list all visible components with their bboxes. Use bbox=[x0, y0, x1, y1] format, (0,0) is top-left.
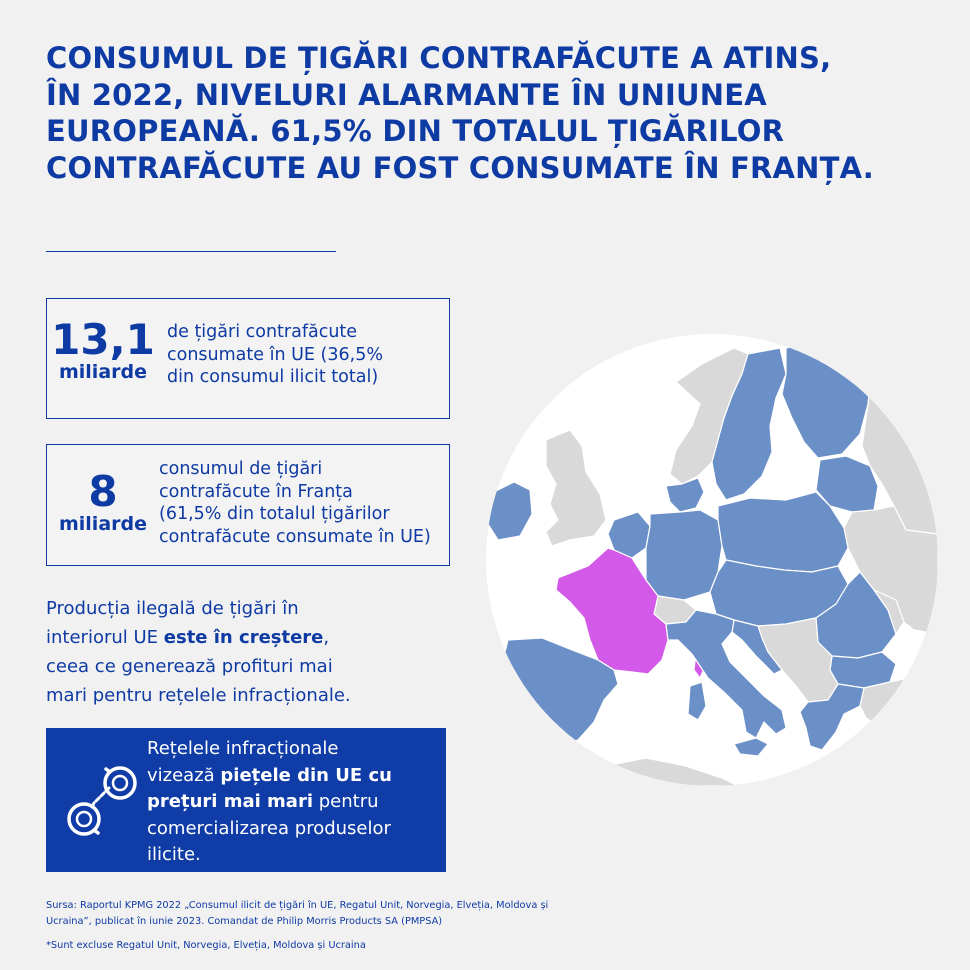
stat-number: 13,1 bbox=[51, 315, 155, 364]
stat-description-line: (61,5% din totalul țigărilor bbox=[159, 504, 390, 524]
title-line-2: ÎN 2022, NIVELURI ALARMANTE ÎN UNIUNEA bbox=[46, 77, 767, 112]
paragraph-line bbox=[46, 627, 329, 648]
title-line-1: CONSUMUL DE ȚIGĂRI CONTRAFĂCUTE A ATINS, bbox=[46, 41, 832, 75]
stat-description-line: contrafăcute în Franța bbox=[159, 481, 353, 502]
stat-figure bbox=[51, 315, 155, 383]
production-paragraph bbox=[46, 594, 426, 710]
stat-description-line: consumul de țigări bbox=[159, 459, 323, 479]
source-footnote: Sursa: Raportul KPMG 2022 „Consumul ilicit de țigări în UE, Regatul Unit, Norvegia, Elveția, Moldova și Ucraina”, publicat în iunie 2023. Comandat de Philip Morris Products SA (PMPSA) bbox=[46, 900, 549, 927]
callout-line: Rețelele infracționale bbox=[147, 738, 339, 759]
poland-shape bbox=[718, 492, 848, 572]
stat-description bbox=[167, 321, 383, 389]
paragraph-line: ceea ce generează profituri mai bbox=[46, 656, 333, 677]
stat-description-line: consumate în UE (36,5% bbox=[167, 344, 383, 365]
callout-line: comercializarea produselor bbox=[147, 817, 391, 839]
paragraph-emphasis: este în creștere bbox=[163, 627, 324, 648]
stat-description-line: contrafăcute consumate în UE) bbox=[159, 526, 431, 547]
page-title bbox=[46, 40, 926, 186]
exclusion-footnote: *Sunt excluse Regatul Unit, Norvegia, Elveția, Moldova și Ucraina bbox=[46, 940, 366, 951]
stat-box-eu-consumption bbox=[46, 298, 450, 419]
europe-map bbox=[486, 334, 938, 786]
stat-description-line: din consumul ilicit total) bbox=[167, 367, 379, 387]
title-line-3: EUROPEANĂ. 61,5% DIN TOTALUL ȚIGĂRILOR bbox=[46, 114, 785, 148]
title-divider bbox=[46, 251, 336, 252]
title-line-4: CONTRAFĂCUTE AU FOST CONSUMATE ÎN FRANȚA. bbox=[46, 150, 875, 185]
stat-description bbox=[159, 458, 431, 548]
callout-line: vizează bbox=[147, 764, 221, 786]
callout-line: pentru bbox=[313, 791, 379, 812]
germany-shape bbox=[646, 510, 722, 600]
paragraph-text: interiorul UE bbox=[46, 627, 164, 648]
callout-emphasis: piețele din UE cu bbox=[220, 764, 392, 786]
paragraph-line: Producția ilegală de țigări în bbox=[46, 598, 299, 619]
paragraph-line: mari pentru rețelele infracționale. bbox=[46, 685, 351, 706]
handcuffs-icon bbox=[64, 756, 144, 848]
stat-box-france-consumption bbox=[46, 444, 450, 566]
stat-number: 8 bbox=[88, 467, 118, 516]
callout-emphasis: prețuri mai mari bbox=[147, 791, 313, 812]
callout-text bbox=[147, 736, 442, 869]
stat-description-line: de țigări contrafăcute bbox=[167, 322, 358, 342]
criminal-networks-callout bbox=[46, 728, 446, 872]
callout-line: ilicite. bbox=[147, 844, 201, 865]
stat-figure bbox=[51, 467, 155, 535]
stat-unit: miliarde bbox=[58, 361, 147, 383]
stat-unit: miliarde bbox=[58, 513, 147, 535]
paragraph-text: , bbox=[323, 627, 330, 648]
